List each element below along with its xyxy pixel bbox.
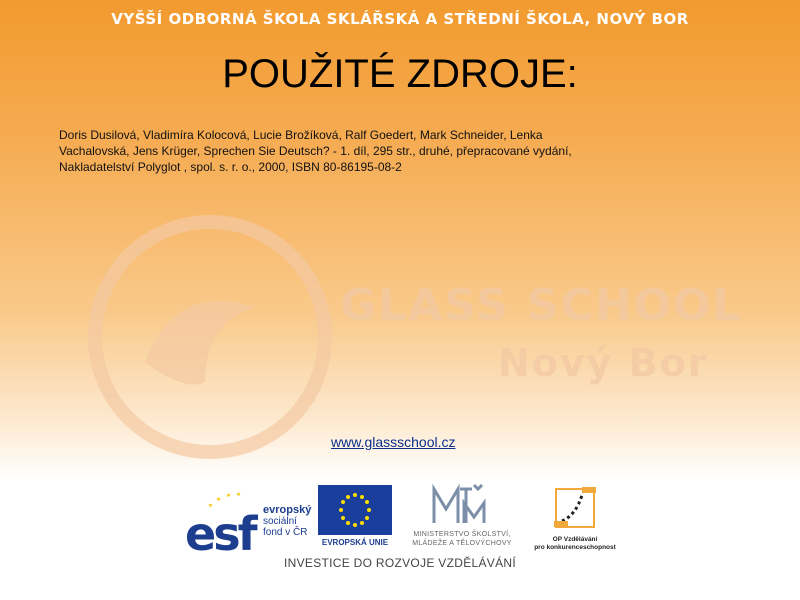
esf-text-2: sociální bbox=[263, 516, 297, 527]
funding-logos-strip bbox=[180, 480, 620, 570]
eu-label: EVROPSKÁ UNIE bbox=[321, 538, 389, 547]
esf-letters: esf bbox=[185, 507, 255, 561]
school-header: VYŠŠÍ ODBORNÁ ŠKOLA SKLÁŘSKÁ A STŘEDNÍ ŠKOLA, NOVÝ BOR bbox=[111, 10, 689, 28]
msmt-label bbox=[402, 530, 522, 548]
slide-title: POUŽITÉ ZDROJE: bbox=[222, 52, 578, 96]
msmt-label-1: MINISTERSTVO ŠKOLSTVÍ, bbox=[413, 531, 511, 538]
esf-text-3: fond v ČR bbox=[263, 527, 308, 538]
op-label-2: pro konkurenceschopnost bbox=[534, 544, 616, 551]
investice-tagline: INVESTICE DO ROZVOJE VZDĚLÁVÁNÍ bbox=[283, 556, 516, 570]
msmt-logo-icon bbox=[430, 483, 492, 529]
esf-logo bbox=[185, 485, 313, 561]
watermark-line-1: GLASS SCHOOL bbox=[340, 280, 743, 331]
esf-caption bbox=[263, 505, 311, 538]
msmt-label-2: MLÁDEŽE A TĚLOVÝCHOVY bbox=[412, 540, 512, 547]
glass-school-watermark-icon bbox=[85, 212, 335, 462]
eu-flag-icon bbox=[318, 485, 392, 535]
citation-text: Doris Dusilová, Vladimíra Kolocová, Lucie Brožíková, Ralf Goedert, Mark Schneider, Lenka Vachalovská, Jens Krüger, Sprechen Sie Deutsch? - 1. díl, 295 str., druhé, přepracované vydání, Nakladatelství Polyglot , spol. s. r. o., 2000, ISBN 80-86195-08-2 bbox=[59, 128, 572, 174]
op-label bbox=[530, 536, 620, 552]
watermark-line-2: Nový Bor bbox=[498, 341, 709, 385]
op-vzdelavani-icon bbox=[552, 485, 602, 531]
esf-text-1: evropský bbox=[263, 504, 312, 516]
school-website-link[interactable]: www.glassschool.cz bbox=[331, 434, 456, 450]
op-label-1: OP Vzdělávání bbox=[552, 536, 598, 543]
